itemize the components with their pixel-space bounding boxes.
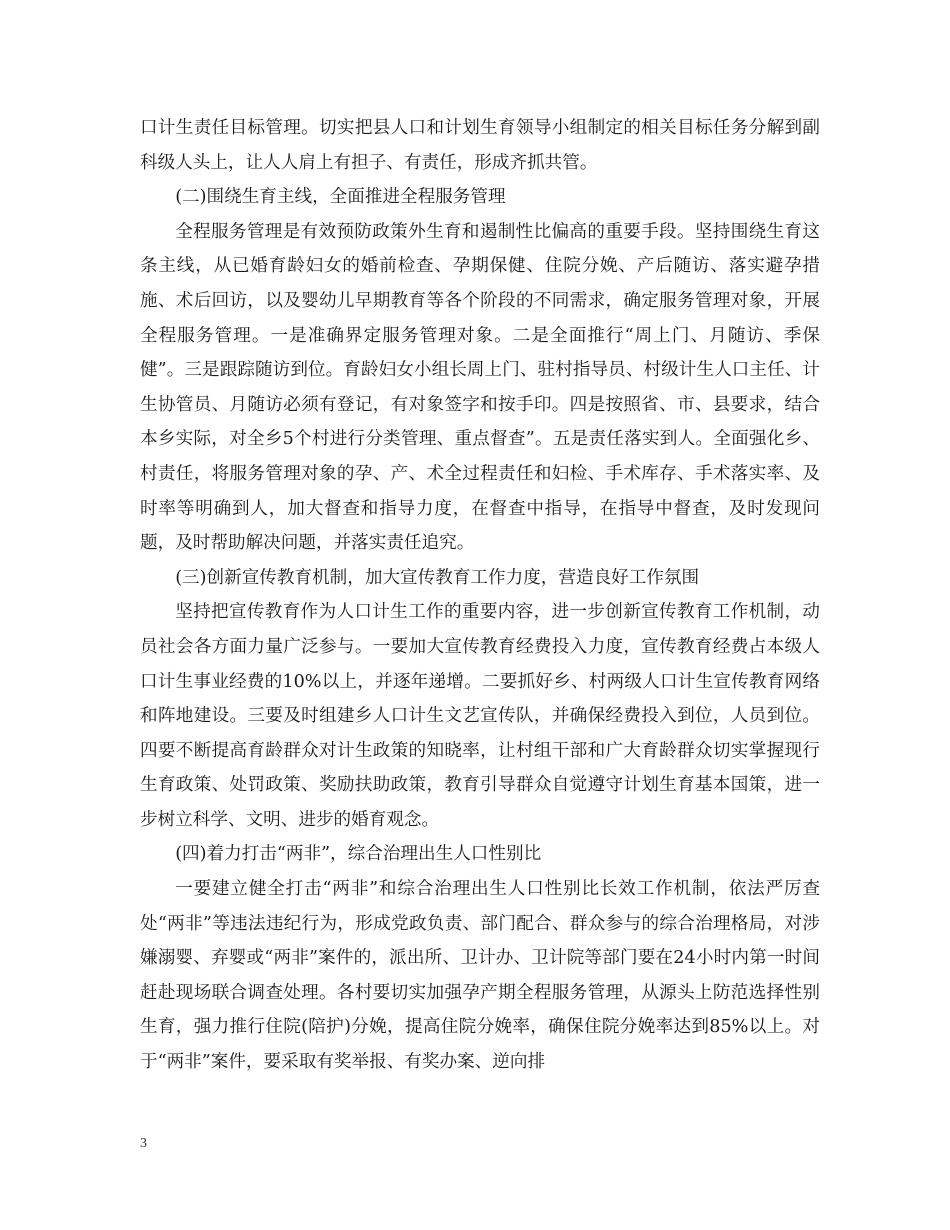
section-heading-2: (二)围绕生育主线，全面推进全程服务管理 [175, 187, 506, 208]
body-text [140, 111, 820, 1080]
page-number: 3 [140, 1136, 147, 1151]
section-heading-3: (三)创新宣传教育机制，加大宣传教育工作力度，营造良好工作氛围 [175, 567, 700, 588]
paragraph-continuation: 口计生责任目标管理。切实把县人口和计划生育领导小组制定的相关目标任务分解到副科级人头上，让人人肩上有担子、有责任，形成齐抓共管。 [140, 118, 820, 173]
section-heading-4: (四)着力打击“两非”，综合治理出生人口性别比 [175, 844, 542, 865]
paragraph-publicity: 坚持把宣传教育作为人口计生工作的重要内容，进一步创新宣传教育工作机制，动员社会各方面力量广泛参与。一要加大宣传教育经费投入力度，宣传教育经费占本级人口计生事业经费的10%以上，并逐年递增。二要抓好乡、村两级人口计生宣传教育网络和阵地建设。三要及时组建乡人口计生文艺宣传队，并确保经费投入到位，人员到位。四要不断提高育龄群众对计生政策的知晓率，让村组干部和广大育龄群众切实掌握现行生育政策、处罚政策、奖励扶助政策，教育引导群众自觉遵守计划生育基本国策，进一步树立科学、文明、进步的婚育观念。 [140, 602, 820, 830]
paragraph-crackdown: 一要建立健全打击“两非”和综合治理出生人口性别比长效工作机制，依法严厉查处“两非”等违法违纪行为，形成党政负责、部门配合、群众参与的综合治理格局，对涉嫌溺婴、弃婴或“两非”案件的，派出所、卫计办、卫计院等部门要在24小时内第一时间赶赴现场联合调查处理。各村要切实加强孕产期全程服务管理，从源头上防范选择性别生育，强力推行住院(陪护)分娩，提高住院分娩率，确保住院分娩率达到85%以上。对于“两非”案件，要采取有奖举报、有奖办案、逆向排 [140, 879, 820, 1073]
paragraph-full-service: 全程服务管理是有效预防政策外生育和遏制性比偏高的重要手段。坚持围绕生育这条主线，从已婚育龄妇女的婚前检查、孕期保健、住院分娩、产后随访、落实避孕措施、术后回访，以及婴幼儿早期教育等各个阶段的不同需求，确定服务管理对象，开展全程服务管理。一是准确界定服务管理对象。二是全面推行“周上门、月随访、季保健”。三是跟踪随访到位。育龄妇女小组长周上门、驻村指导员、村级计生人口主任、计生协管员、月随访必须有登记，有对象签字和按手印。四是按照省、市、县要求，结合本乡实际，对全乡5个村进行分类管理、重点督查”。五是责任落实到人。全面强化乡、村责任，将服务管理对象的孕、产、术全过程责任和妇检、手术库存、手术落实率、及时率等明确到人，加大督查和指导力度，在督查中指导，在指导中督查，及时发现问题，及时帮助解决问题，并落实责任追究。 [140, 221, 820, 554]
